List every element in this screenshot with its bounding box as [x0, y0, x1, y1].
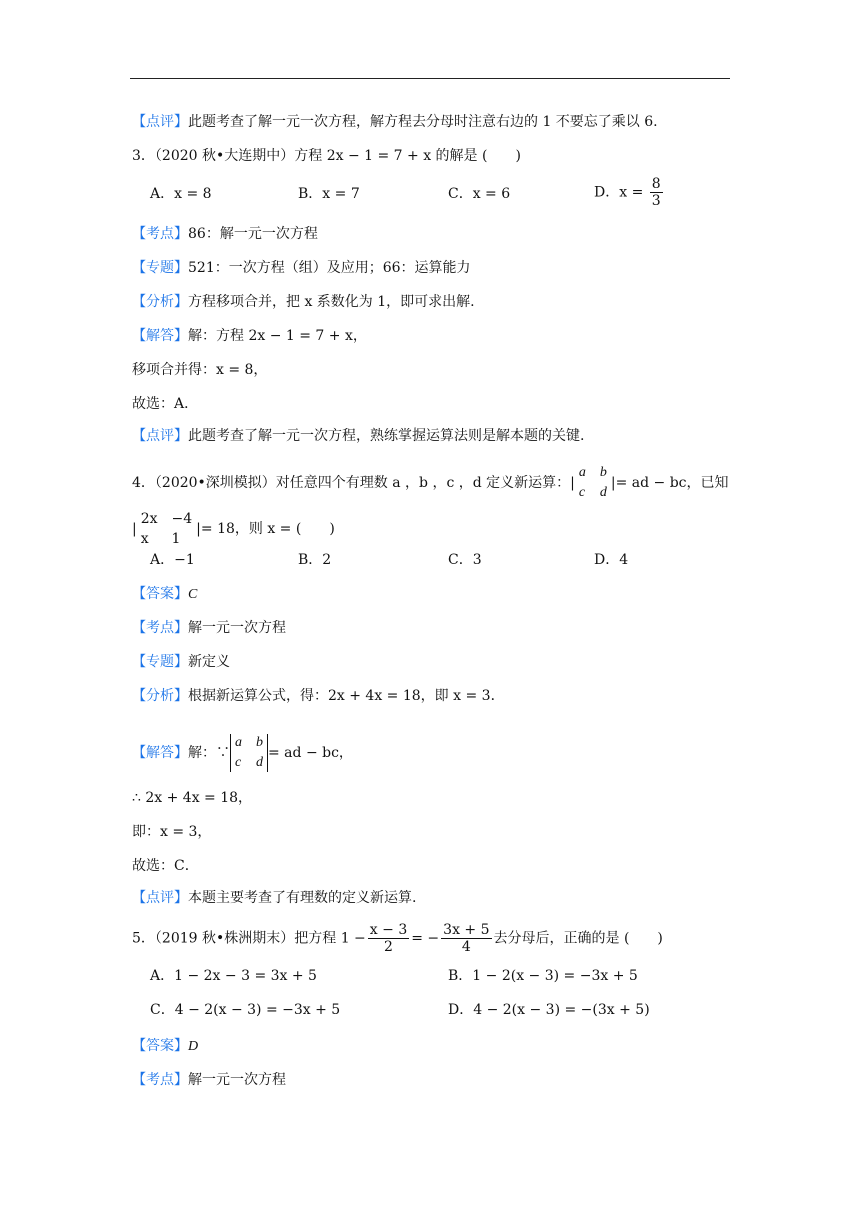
- q4-fenxi: 【分析】根据新运算公式，得：2x + 4x = 18，即 x = 3．: [132, 688, 505, 704]
- q4-matrix-abcd: a b c d: [578, 465, 607, 500]
- q3-option-d: D．x = $\frac{8}{3}$: [594, 176, 661, 209]
- q5-option-a: A．1 − 2x − 3 = 3x + 5: [150, 968, 317, 984]
- q5-option-b: B．1 − 2(x − 3) = −3x + 5: [448, 968, 638, 984]
- q3-option-a: A．x = 8: [150, 186, 212, 202]
- q3-zhuanti: 【专题】521：一次方程（组）及应用；66：运算能力: [132, 260, 471, 276]
- q3-step-2: 移项合并得：x = 8，: [132, 362, 268, 378]
- q4-option-a: A．−1: [150, 552, 195, 568]
- q3-fenxi: 【分析】方程移项合并，把 x 系数化为 1，即可求出解.: [132, 294, 475, 310]
- q4-daan: 【答案】C: [132, 586, 198, 602]
- q4-determinant: a b c d: [230, 734, 268, 772]
- q5-kaodian: 【考点】解一元一次方程: [132, 1072, 286, 1088]
- header-rule: [130, 78, 730, 79]
- q5-option-c: C．4 − 2(x − 3) = −3x + 5: [150, 1002, 341, 1018]
- q3-jieda: 【解答】解：方程 2x − 1 = 7 + x，: [132, 328, 367, 344]
- q4-dianping: 【点评】本题主要考查了有理数的定义新运算.: [132, 890, 417, 906]
- q4-option-b: B．2: [298, 552, 332, 568]
- question-4-stem-2: | 2x −4 x 1 |= 18，则 x = ( ): [132, 511, 335, 547]
- q4-option-d: D．4: [594, 552, 629, 568]
- question-5-stem: 5．（2019 秋•株洲期末）把方程 1 − $\frac{x - 3}{2}$ = − $\frac{3x + 5}{4}$ 去分母后，正确的是 ( ): [132, 922, 663, 955]
- q3-option-c: C．x = 6: [448, 186, 511, 202]
- q4-matrix-values: 2x −4 x 1: [140, 511, 193, 547]
- q3-dianping: 【点评】此题考查了解一元一次方程，熟练掌握运算法则是解本题的关键.: [132, 428, 585, 444]
- q4-kaodian: 【考点】解一元一次方程: [132, 620, 286, 636]
- q3-step-3: 故选：A．: [132, 396, 199, 412]
- question-3-stem: 3．（2020 秋•大连期中）方程 2x − 1 = 7 + x 的解是 ( ): [132, 148, 521, 164]
- q4-zhuanti: 【专题】新定义: [132, 654, 230, 670]
- q3-option-b: B．x = 7: [298, 186, 360, 202]
- q4-step-3: 即：x = 3，: [132, 824, 212, 840]
- q4-option-c: C．3: [448, 552, 482, 568]
- q4-jieda: 【解答】解：∵ a b c d = ad − bc，: [132, 735, 353, 770]
- q4-step-2: ∴ 2x + 4x = 18，: [132, 790, 253, 806]
- q5-daan: 【答案】D: [132, 1038, 199, 1054]
- q4-step-4: 故选：C．: [132, 858, 199, 874]
- question-4-stem: 4．（2020•深圳模拟）对任意四个有理数 a ，b ，c ，d 定义新运算：| a b c d |= ad − bc，已知: [132, 465, 729, 500]
- review-line: 【点评】此题考查了解一元一次方程，解方程去分母时注意右边的 1 不要忘了乘以 6.: [132, 114, 658, 130]
- q5-option-d: D．4 − 2(x − 3) = −(3x + 5): [448, 1002, 650, 1018]
- q3-kaodian: 【考点】86：解一元一次方程: [132, 226, 318, 242]
